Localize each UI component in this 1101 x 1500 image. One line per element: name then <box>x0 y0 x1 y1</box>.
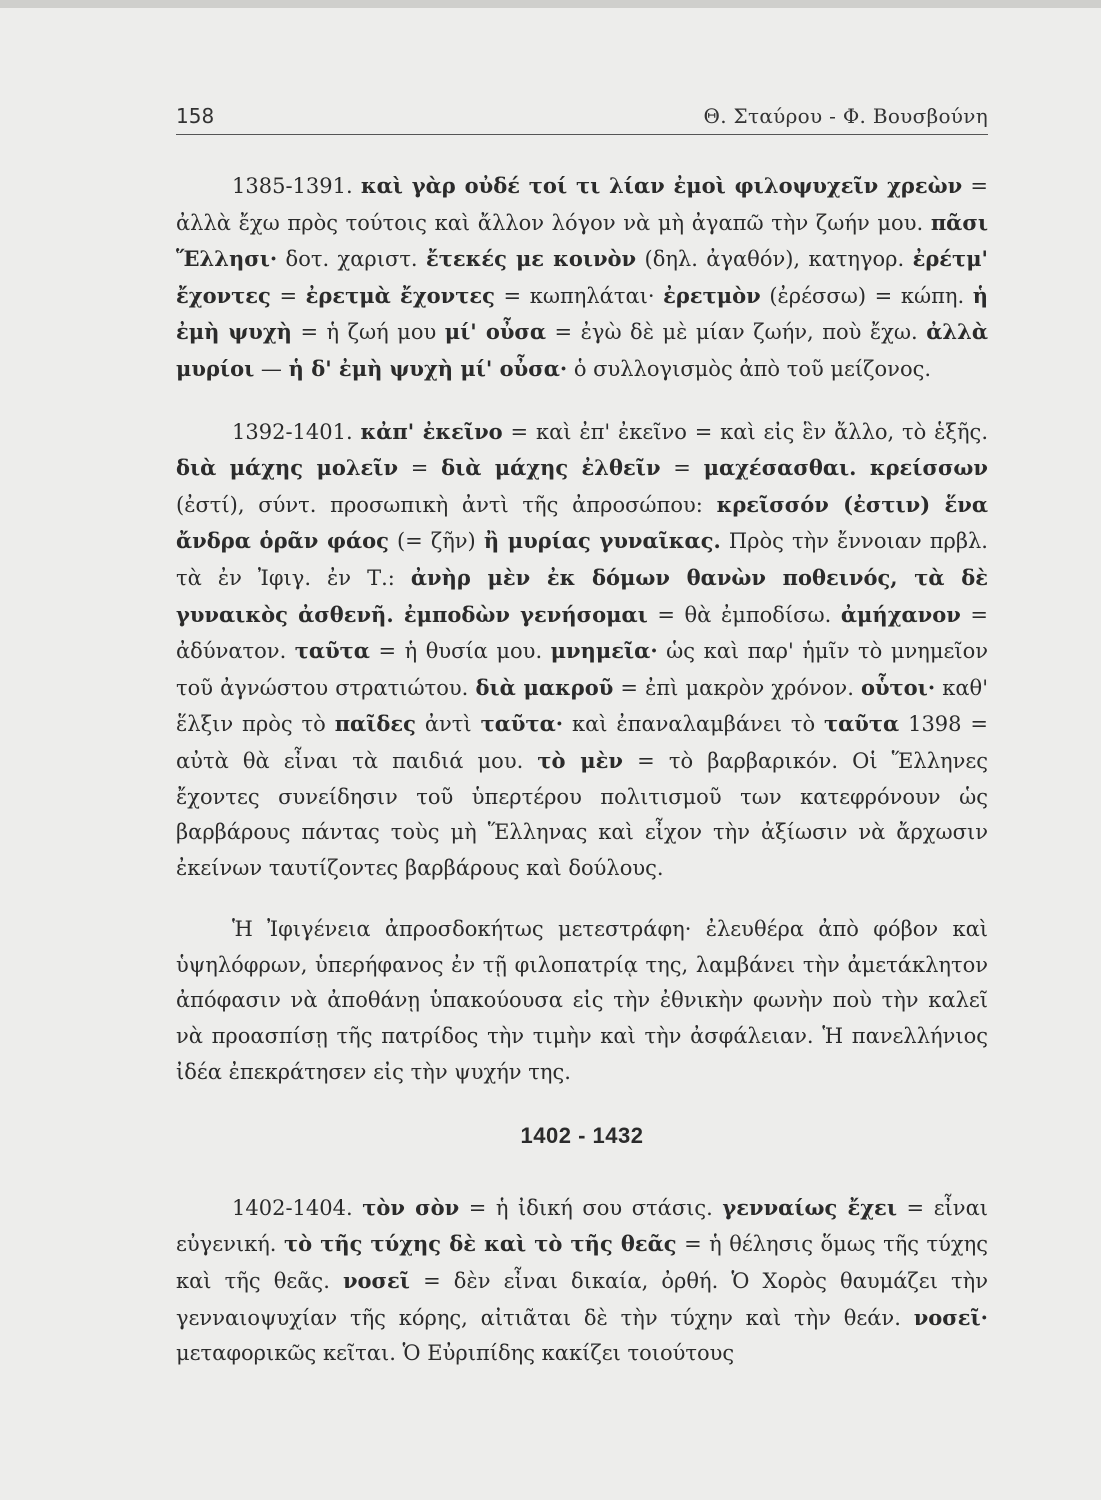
bold-lemma: διὰ μακροῦ <box>475 674 614 700</box>
text-run: = κωπηλάται· <box>494 283 664 308</box>
commentary-paragraph <box>176 414 988 887</box>
bold-lemma: διὰ μάχης ἐλθεῖν <box>441 455 661 481</box>
text-run: = <box>398 456 442 481</box>
text-run: Πρὸς τὴν ἔννοιαν πρβλ. τὰ ἐν Ἰφιγ. ἐν Τ.: <box>176 529 988 590</box>
text-run: = εἶναι εὐγενική. <box>176 1195 988 1257</box>
text-run: = ἡ θέλησις ὅμως τῆς τύχης καὶ τῆς θεᾶς. <box>176 1232 989 1294</box>
commentary-paragraph <box>176 168 988 388</box>
bold-lemma: ἢ μυρίας γυναῖκας. <box>483 528 721 554</box>
bold-lemma: μαχέσασθαι. κρείσσων <box>703 455 988 481</box>
text-run: 1385-1391. <box>232 174 361 198</box>
bold-lemma: ταῦτα· <box>480 711 564 737</box>
bold-lemma: τὸ μὲν <box>537 747 623 773</box>
bold-lemma: μνημεῖα· <box>550 638 658 664</box>
text-run: (δηλ. ἀγαθόν), κατηγορ. <box>636 247 913 272</box>
paragraph-gap <box>176 388 988 414</box>
text-run: 1398 = αὐτὰ θὰ εἶναι τὰ παιδιά μου. <box>176 712 989 773</box>
page-number: 158 <box>176 104 215 128</box>
commentary-body <box>176 168 988 1372</box>
text-run: = καὶ ἐπ' ἐκεῖνο = καὶ εἰς ἓν ἄλλο, τὸ ἑξῆς. <box>502 419 988 444</box>
text-run: = δὲν εἶναι δικαία, ὀρθή. Ὁ Χορὸς θαυμάζει τὴν γενναιοψυχίαν τῆς κόρης, αἰτιᾶται δὲ τὴν τύχην καὶ τὴν θεάν. <box>176 1269 988 1330</box>
commentary-paragraph <box>176 912 988 1090</box>
section-heading: 1402 - 1432 <box>520 1123 644 1149</box>
text-run: = ἡ θυσία μου. <box>369 639 551 664</box>
bold-lemma: ἡ δ' ἐμὴ ψυχὴ μί' οὖσα· <box>288 355 568 381</box>
bold-lemma: ἀμήχανον <box>840 601 961 627</box>
commentary-paragraph <box>176 1190 988 1372</box>
header-rule <box>176 134 988 135</box>
text-run: = ἐγὼ δὲ μὲ μίαν ζωήν, ποὺ ἔχω. <box>546 320 927 345</box>
text-run: = ἀλλὰ ἔχω πρὸς τούτοις καὶ ἄλλον λόγον νὰ μὴ ἀγαπῶ τὴν ζωήν μου. <box>176 174 988 235</box>
bold-lemma: νοσεῖ <box>342 1268 410 1294</box>
text-run: καθ' ἕλξιν πρὸς τὸ <box>176 675 988 737</box>
bold-lemma: πᾶσι Ἕλλησι· <box>176 209 988 272</box>
text-run: = ἀδύνατον. <box>176 602 988 664</box>
text-run: (ἐρέσσω) = κώπη. <box>760 283 973 308</box>
bold-lemma: ἡ ἐμὴ ψυχὴ <box>176 282 989 345</box>
text-run: = ἡ ζωή μου <box>291 320 445 345</box>
text-run: = ἡ ἰδική σου στάσις. <box>459 1195 723 1220</box>
text-run: = <box>660 456 704 481</box>
paragraph-gap <box>176 886 988 912</box>
bold-lemma: ταῦτα <box>824 711 900 737</box>
bold-lemma: τὸν σὸν <box>362 1194 460 1220</box>
bold-lemma: γενναίως ἔχει <box>722 1194 897 1220</box>
bold-lemma: κρεῖσσόν (ἐστιν) ἕνα ἄνδρα ὁρᾶν φάος <box>176 491 989 554</box>
text-run: Ἡ Ἰφιγένεια ἀπροσδοκήτως μετεστράφη· ἐλευθέρα ἀπὸ φόβον καὶ ὑψηλόφρων, ὑπερήφανος ἐν τῇ φιλοπατρίᾳ της, λαμβάνει τὴν ἀμετάκλητον ἀπόφασιν νὰ ἀποθάνῃ ὑπακούουσα εἰς τὴν ἐθνικὴν φωνὴν ποὺ τὴν καλεῖ νὰ προασπίσῃ τῆς πατρίδος τὴν τιμὴν καὶ τὴν ἀσφάλειαν. Ἡ πανελλήνιος ἰδέα ἐπεκράτησεν εἰς τὴν ψυχήν της. <box>176 917 988 1084</box>
page-top-edge <box>0 0 1101 8</box>
text-run: ἀντὶ <box>415 712 481 737</box>
bold-lemma: νοσεῖ· <box>913 1304 988 1330</box>
bold-lemma: διὰ μάχης μολεῖν <box>176 455 399 481</box>
text-run: = <box>270 283 306 308</box>
text-run: = ἐπὶ μακρὸν χρόνον. <box>613 675 861 700</box>
text-run: = θὰ ἐμποδίσω. <box>647 602 841 627</box>
bold-lemma: ἐρετμὸν <box>663 282 761 308</box>
text-run: — <box>254 356 289 381</box>
bold-lemma: μί' οὖσα <box>444 319 547 345</box>
text-run: μεταφορικῶς κεῖται. Ὁ Εὐριπίδης κακίζει τοιούτους <box>176 1341 735 1366</box>
running-title: Θ. Σταύρου - Φ. Βουσβούνη <box>703 104 988 128</box>
bold-lemma: ἐρετμὰ ἔχοντες <box>305 282 495 308</box>
text-run: 1402-1404. <box>232 1195 363 1220</box>
bold-lemma: τὸ τῆς τύχης δὲ καὶ τὸ τῆς θεᾶς <box>283 1231 677 1257</box>
bold-lemma: ἔτεκές με κοινὸν <box>425 246 637 272</box>
text-run: δοτ. χαριστ. <box>277 247 426 272</box>
bold-lemma: ἐρέτμ' ἔχοντες <box>176 246 988 308</box>
running-head <box>176 100 988 140</box>
bold-lemma: ἀνὴρ μὲν ἐκ δόμων θανὼν ποθεινός, τὰ δὲ γυναικὸς ἀσθενῆ. ἐμποδὼν γενήσομαι <box>176 564 988 627</box>
text-run: ὁ συλλογισμὸς ἀπὸ τοῦ μείζονος. <box>567 356 932 381</box>
text-run: 1392-1401. <box>232 419 361 444</box>
bold-lemma: ἀλλὰ μυρίοι <box>176 319 988 381</box>
text-run: (= ζῆν) <box>388 529 484 554</box>
bold-lemma: καὶ γὰρ οὐδέ τοί τι λίαν ἐμοὶ φιλοψυχεῖν χρεὼν <box>360 173 963 198</box>
bold-lemma: κἀπ' ἐκεῖνο <box>360 418 503 444</box>
text-run: ὡς καὶ παρ' ἡμῖν τὸ μνημεῖον τοῦ ἀγνώστου στρατιώτου. <box>176 639 988 700</box>
text-run: = τὸ βαρβαρικόν. Οἱ Ἕλληνες ἔχοντες συνείδησιν τοῦ ὑπερτέρου πολιτισμοῦ των κατεφρόνουν ὡς βαρβάρους πάντας τοὺς μὴ Ἕλληνας καὶ εἶχον τὴν ἀξίωσιν νὰ ἄρχωσιν ἐκείνων ταυτίζοντες βαρβάρους καὶ δούλους. <box>176 748 989 880</box>
text-run: (ἐστί), σύντ. προσωπικὴ ἀντὶ τῆς ἀπροσώπου: <box>176 492 717 517</box>
text-run: καὶ ἐπαναλαμβάνει τὸ <box>563 712 825 737</box>
bold-lemma: οὗτοι· <box>860 674 936 700</box>
bold-lemma: ταῦτα <box>294 638 370 664</box>
bold-lemma: παῖδες <box>334 711 416 737</box>
